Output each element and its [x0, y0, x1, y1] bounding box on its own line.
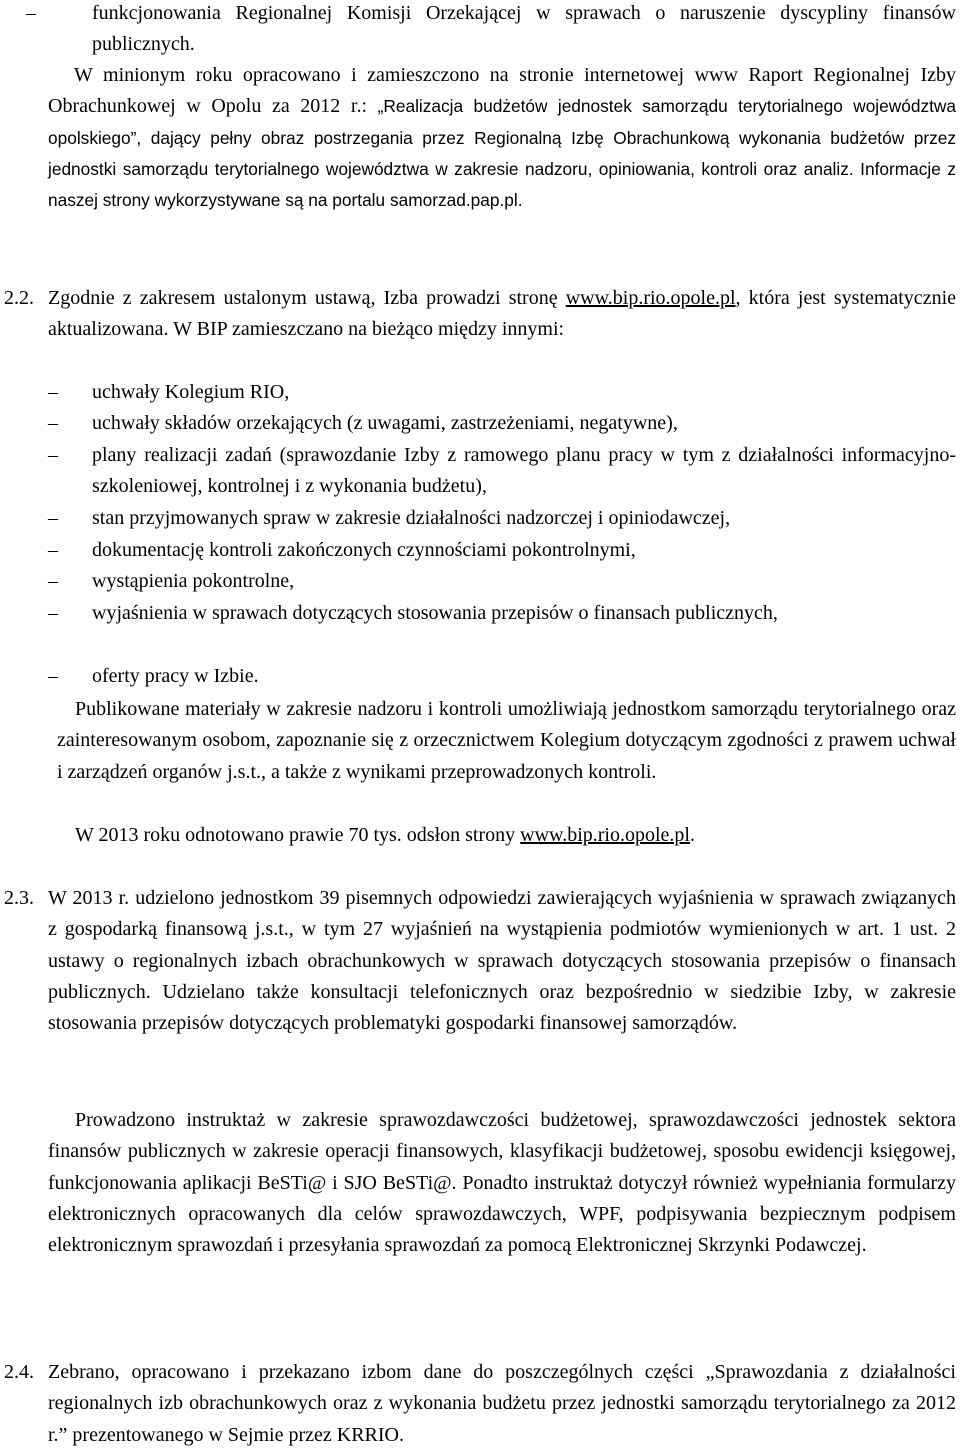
list-item-text: uchwały Kolegium RIO, — [92, 381, 290, 403]
raport-paragraph-part2: „Realizacja budżetów jednostek samorządu terytorialnego województwa opolskiego”, dający pełny obraz postrzegania przez Regionalną Izbę Obrachunkową wykonania budżetów przez jednostki samorządu terytorialnego województwa w zakresie nadzoru, opiniowania, kontroli oraz analiz. Informacje z naszej strony wykorzystywane są na portalu samorzad.pap.pl. — [48, 96, 956, 211]
section-number: 2.4. — [4, 1361, 34, 1383]
section-2-2-text-before: Zgodnie z zakresem ustalonym ustawą, Izba prowadzi stronę — [48, 287, 566, 309]
dash-bullet: – — [48, 507, 58, 529]
section-2-3 — [4, 883, 956, 1039]
list-item — [48, 503, 956, 534]
list-item-text: funkcjonowania Regionalnej Komisji Orzekającej w sprawach o naruszenie dyscypliny finansów publicznych. — [92, 2, 956, 56]
stats-period: . — [689, 824, 695, 846]
section-number: 2.3. — [4, 887, 34, 909]
list-item — [48, 377, 956, 408]
list-item — [48, 535, 956, 566]
list-item-text: uchwały składów orzekających (z uwagami, zastrzeżeniami, negatywne), — [92, 412, 678, 434]
list-item-text: plany realizacji zadań (sprawozdanie Izby z ramowego planu pracy w tym z działalności informacyjno-szkoleniowej, kontrolnej i z wykonania budżetu), — [92, 444, 956, 498]
stats-line — [75, 820, 956, 851]
bip-link[interactable]: www.bip.rio.opole.pl — [565, 287, 736, 309]
list-item-funkcjonowania — [26, 0, 956, 61]
stats-text: W 2013 roku odnotowano prawie 70 tys. odsłon strony — [75, 824, 521, 846]
section-2-4-text: Zebrano, opracowano i przekazano izbom dane do poszczególnych części „Sprawozdania z działalności regionalnych izb obrachunkowych oraz z wykonania budżetu przez jednostki samorządu terytorialnego za 2012 r.” prezentowanego w Sejmie przez KRRIO. — [48, 1361, 956, 1446]
dash-bullet: – — [26, 2, 36, 24]
dash-bullet: – — [48, 444, 58, 466]
section-number: 2.2. — [4, 287, 34, 309]
dash-bullet: – — [48, 412, 58, 434]
list-item-text: dokumentację kontroli zakończonych czynnościami pokontrolnymi, — [92, 539, 636, 561]
section-2-4 — [4, 1357, 956, 1451]
section-2-2-text-after: , która jest systematycznie aktualizowana. W BIP zamieszczano na bieżąco między innymi: — [48, 287, 956, 341]
list-item-text: oferty pracy w Izbie. — [92, 665, 259, 687]
list-item — [48, 440, 956, 503]
dash-bullet: – — [48, 381, 58, 403]
list-item — [48, 408, 956, 439]
list-item-text: stan przyjmowanych spraw w zakresie działalności nadzorczej i opiniodawczej, — [92, 507, 731, 529]
instruktaz-paragraph — [48, 1105, 956, 1261]
list-item — [48, 661, 956, 692]
list-item-text: wyjaśnienia w sprawach dotyczących stosowania przepisów o finansach publicznych, — [92, 602, 778, 624]
raport-paragraph-part1: W minionym roku opracowano i zamieszczono na stronie internetowej www Raport Regionalnej Izby Obrachunkowej w Opolu za 2012 r.: — [48, 64, 956, 118]
dash-bullet: – — [48, 602, 58, 624]
bip-link-stats[interactable]: www.bip.rio.opole.pl — [520, 824, 690, 846]
instruktaz-text: Prowadzono instruktaż w zakresie sprawozdawczości budżetowej, sprawozdawczości jednostek sektora finansów publicznych w zakresie operacji finansowych, klasyfikacji budżetowej, sposobu ewidencji księgowej, funkcjonowania aplikacji BeSTi@ i SJO BeSTi@. Ponadto instruktaż dotyczył również wypełniania formularzy elektronicznych opracowanych dla celów sprawozdawczych, WPF, podpisywania bezpiecznym podpisem elektronicznym sprawozdań i przesyłania sprawozdań za pomocą Elektronicznej Skrzynki Podawczej. — [48, 1109, 956, 1257]
raport-paragraph — [48, 60, 956, 216]
dash-bullet: – — [48, 539, 58, 561]
section-2-3-text: W 2013 r. udzielono jednostkom 39 pisemnych odpowiedzi zawierających wyjaśnienia w sprawach związanych z gospodarką finansową j.s.t., w tym 27 wyjaśnień na wystąpienia podmiotów wymienionych w art. 1 ust. 2 ustawy o regionalnych izbach obrachunkowych w sprawach dotyczących stosowania przepisów o finansach publicznych. Udzielano także konsultacji telefonicznych oraz bezpośrednio w siedzibie Izby, w zakresie stosowania przepisów dotyczących problematyki gospodarki finansowej samorządów. — [48, 887, 956, 1035]
section-2-2 — [4, 283, 956, 346]
list-item — [48, 598, 956, 629]
publikowane-text: Publikowane materiały w zakresie nadzoru i kontroli umożliwiają jednostkom samorządu terytorialnego oraz zainteresowanym osobom, zapoznanie się z orzecznictwem Kolegium dotyczącym zgodności z prawem uchwał i zarządzeń organów j.s.t., a także z wynikami przeprowadzonych kontroli. — [57, 698, 956, 783]
list-item-text: wystąpienia pokontrolne, — [92, 570, 295, 592]
list-item — [48, 566, 956, 597]
dash-bullet: – — [48, 570, 58, 592]
dash-bullet: – — [48, 665, 58, 687]
publikowane-paragraph — [57, 694, 956, 788]
